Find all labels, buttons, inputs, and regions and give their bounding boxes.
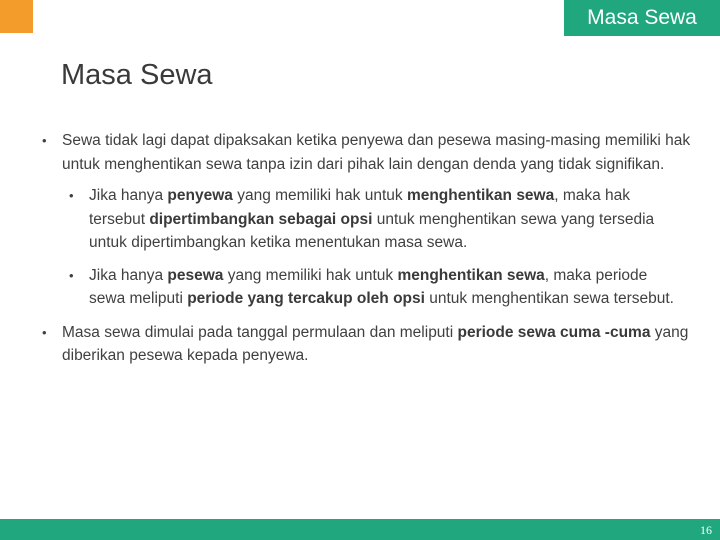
bullet-item-1 (40, 129, 700, 176)
page-number: 16 (700, 523, 712, 537)
slide-content (40, 129, 700, 376)
text-run: Jika hanya (89, 187, 168, 204)
header-tag: Masa Sewa (564, 0, 720, 36)
bullet-text: Sewa tidak lagi dapat dipaksakan ketika penyewa dan pesewa masing-masing memiliki hak untuk menghentikan sewa tanpa izin dari pihak lain dengan denda yang tidak signifikan. (62, 132, 691, 173)
text-run: untuk menghentikan sewa yang tersedia untuk dipertimbangkan ketika menentukan masa sewa. (89, 210, 655, 251)
text-run: yang memiliki hak untuk (232, 187, 407, 204)
sub-bullet-item-1 (67, 184, 679, 255)
text-run: yang memiliki hak untuk (223, 266, 398, 284)
bold-text: menghentikan sewa (397, 266, 545, 284)
bullet-item-2 (40, 321, 700, 368)
bullet-dot-icon: • (69, 267, 74, 283)
bold-text: periode sewa cuma -cuma (457, 323, 651, 341)
text-run: Masa sewa dimulai pada tanggal permulaan dan meliputi (62, 323, 458, 341)
text-run: Jika hanya (89, 266, 168, 284)
slide-title: Masa Sewa (61, 59, 213, 91)
text-run: untuk menghentikan sewa tersebut. (424, 290, 674, 307)
footer-bar (0, 519, 720, 540)
text-run: , maka periode sewa meliputi (89, 266, 648, 307)
bold-text: periode yang tercakup oleh opsi (187, 290, 425, 307)
bold-text: dipertimbangkan sebagai opsi (149, 210, 373, 228)
text-run: , maka hak tersebut (89, 187, 631, 228)
bullet-dot-icon: • (42, 324, 47, 340)
bold-text: pesewa (167, 266, 224, 284)
sub-bullet-item-2 (67, 264, 679, 311)
bold-text: menghentikan sewa (406, 187, 555, 204)
bullet-dot-icon: • (69, 188, 74, 203)
bullet-dot-icon: • (42, 133, 47, 148)
bold-text: penyewa (167, 187, 233, 204)
corner-accent-square (0, 0, 33, 33)
text-run: yang diberikan pesewa kepada penyewa. (62, 323, 689, 364)
